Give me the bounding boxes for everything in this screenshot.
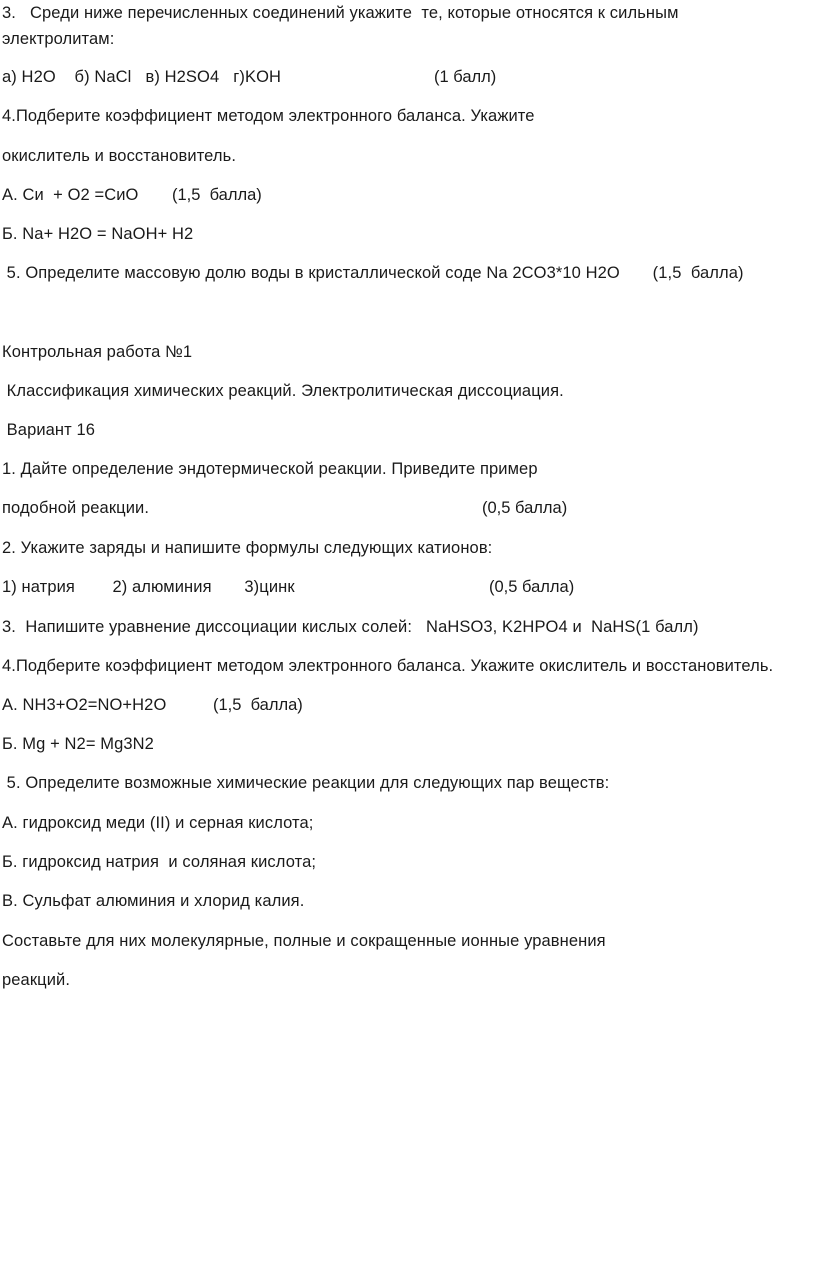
page-subtitle: Классификация химических реакций. Электролитическая диссоциация. [2,382,564,400]
q2-line1: 2. Укажите заряды и напишите формулы следующих катионов: [2,539,493,557]
q5-task-line2: реакций. [2,971,71,989]
q4-a-points: (1,5 балла) [213,696,303,714]
q2-points: (0,5 балла) [489,578,575,596]
q5: 5. Определите возможные химические реакции для следующих пар веществ: [2,774,610,792]
prev-q5: 5. Определите массовую долю воды в кристаллической соде Na 2CO3*10 H2O (1,5 балла) [2,264,744,282]
prev-q3-options: а) Н2О б) NaCl в) H2SO4 г)KOH [2,68,282,86]
prev-q3-line1: 3. Среди ниже перечисленных соединений укажите те, которые относятся к сильным [2,4,679,22]
prev-q4-b: Б. Na+ H2O = NaOH+ H2 [2,225,194,243]
q1-line1: 1. Дайте определение эндотермической реакции. Приведите пример [2,460,538,478]
q1-points: (0,5 балла) [482,499,568,517]
q4-b: Б. Mg + N2= Mg3N2 [2,735,154,753]
q1-line2: подобной реакции. [2,499,150,517]
q3: 3. Напишите уравнение диссоциации кислых солей: NaHSO3, K2HPO4 и NaHS(1 балл) [2,618,699,636]
prev-q4-line1: 4.Подберите коэффициент методом электронного баланса. Укажите [2,107,535,125]
q2-options: 1) натрия 2) алюминия 3)цинк [2,578,295,596]
q5-b: Б. гидроксид натрия и соляная кислота; [2,853,317,871]
page-title: Контрольная работа №1 [2,343,193,361]
q5-task-line1: Составьте для них молекулярные, полные и сокращенные ионные уравнения [2,932,606,950]
q4: 4.Подберите коэффициент методом электронного баланса. Укажите окислитель и восстановитель. [2,657,774,675]
prev-q4-line2: окислитель и восстановитель. [2,147,237,165]
variant-label: Вариант 16 [2,421,96,439]
prev-q3-line2: электролитам: [2,30,115,48]
prev-q4-a: А. Си + О2 =СиО [2,186,139,204]
prev-q4-a-points: (1,5 балла) [172,186,262,204]
prev-q3-points: (1 балл) [434,68,497,86]
q5-c: В. Сульфат алюминия и хлорид калия. [2,892,305,910]
q4-a: А. NH3+O2=NO+H2O [2,696,167,714]
q5-a: А. гидроксид меди (II) и серная кислота; [2,814,314,832]
